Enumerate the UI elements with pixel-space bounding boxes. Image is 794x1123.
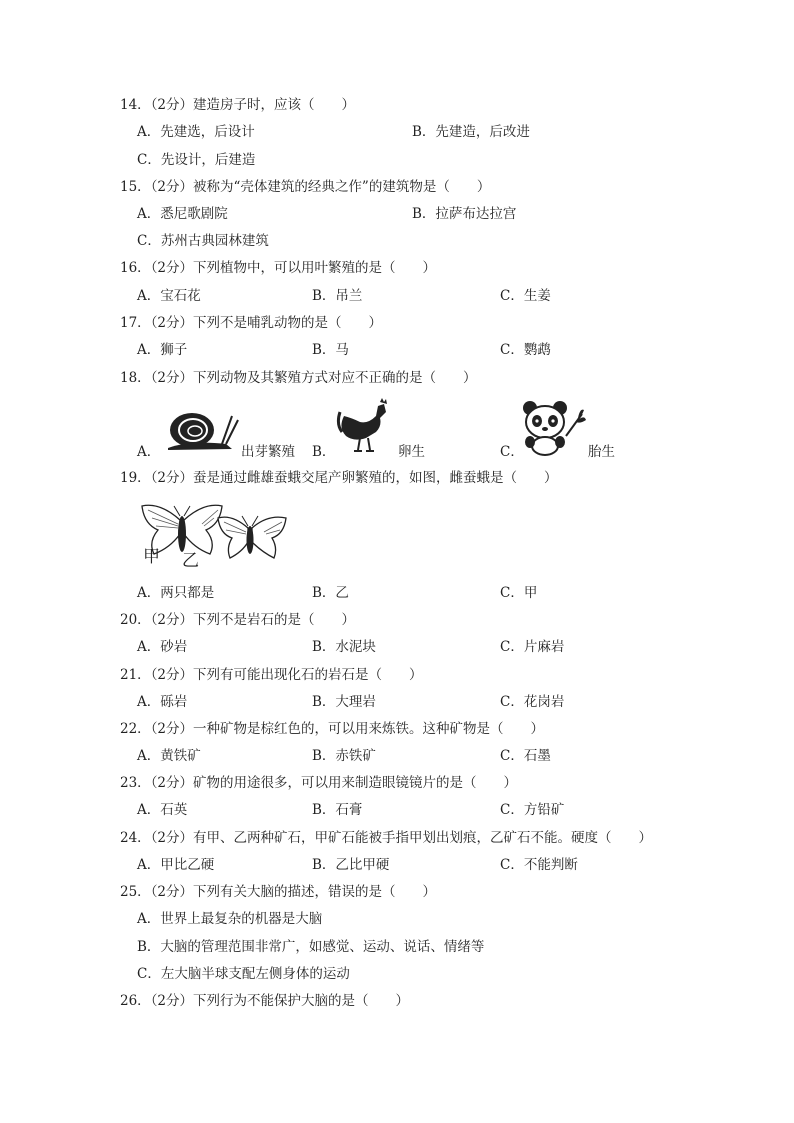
question-22: 22．（2分）一种矿物是棕红色的，可以用来炼铁。这种矿物是（ ）: [120, 721, 545, 737]
question-20: 20．（2分）下列不是岩石的是（ ）: [120, 612, 356, 628]
question-15: 15．（2分）被称为“壳体建筑的经典之作”的建筑物是（ ）: [120, 179, 491, 195]
q18-label-budding: 出芽繁殖: [241, 444, 295, 460]
question-23: 23．（2分）矿物的用途很多，可以用来制造眼镜镜片的是（ ）: [120, 775, 518, 791]
q23-option-c[interactable]: C．方铅矿: [500, 802, 565, 818]
q17-option-a[interactable]: A．狮子: [137, 342, 188, 358]
q21-option-c[interactable]: C．花岗岩: [500, 694, 565, 710]
q16-option-a[interactable]: A．宝石花: [137, 288, 201, 304]
question-16: 16．（2分）下列植物中，可以用叶繁殖的是（ ）: [120, 260, 437, 276]
question-25: 25．（2分）下列有关大脑的描述，错误的是（ ）: [120, 884, 437, 900]
q15-option-a[interactable]: A．悉尼歌剧院: [137, 206, 228, 222]
q25-option-c[interactable]: C．左大脑半球支配左侧身体的运动: [137, 966, 350, 982]
q14-option-a[interactable]: A．先建选，后设计: [137, 124, 255, 140]
q16-option-b[interactable]: B．吊兰: [312, 288, 363, 304]
q20-option-c[interactable]: C．片麻岩: [500, 639, 565, 655]
q24-option-a[interactable]: A．甲比乙硬: [137, 857, 215, 873]
q23-option-a[interactable]: A．石英: [137, 802, 188, 818]
q24-option-b[interactable]: B．乙比甲硬: [312, 857, 390, 873]
q14-option-b[interactable]: B．先建造，后改进: [412, 124, 530, 140]
q24-option-c[interactable]: C．不能判断: [500, 857, 578, 873]
figure-label-jia: 甲: [143, 547, 160, 567]
q22-option-a[interactable]: A．黄铁矿: [137, 748, 201, 764]
figure-label-yi: 乙: [182, 551, 199, 571]
q18-label-viviparous: 胎生: [588, 444, 615, 460]
q19-option-c[interactable]: C．甲: [500, 585, 538, 601]
question-18: 18．（2分）下列动物及其繁殖方式对应不正确的是（ ）: [120, 370, 477, 386]
q25-option-b[interactable]: B．大脑的管理范围非常广，如感觉、运动、说话、情绪等: [137, 939, 485, 955]
question-19: 19．（2分）蚕是通过雌雄蚕蛾交尾产卵繁殖的，如图，雌蚕蛾是（ ）: [120, 470, 558, 486]
q18-option-b[interactable]: B．: [312, 444, 336, 460]
q18-option-c[interactable]: C．: [500, 444, 524, 460]
q21-option-a[interactable]: A．砾岩: [137, 694, 188, 710]
q23-option-b[interactable]: B．石膏: [312, 802, 363, 818]
question-24: 24．（2分）有甲、乙两种矿石，甲矿石能被手指甲划出划痕，乙矿石不能。硬度（ ）: [120, 830, 653, 846]
q18-option-a[interactable]: A．: [137, 444, 161, 460]
q20-option-b[interactable]: B．水泥块: [312, 639, 376, 655]
q21-option-b[interactable]: B．大理岩: [312, 694, 376, 710]
q22-option-c[interactable]: C．石墨: [500, 748, 551, 764]
q19-option-a[interactable]: A．两只都是: [137, 585, 215, 601]
q20-option-a[interactable]: A．砂岩: [137, 639, 188, 655]
silkworm-moths-figure: [140, 500, 290, 572]
q14-option-c[interactable]: C．先设计，后建造: [137, 152, 256, 168]
panda-icon: [522, 400, 590, 456]
question-14: 14．（2分）建造房子时，应该（ ）: [120, 97, 356, 113]
question-26: 26．（2分）下列行为不能保护大脑的是（ ）: [120, 993, 410, 1009]
q22-option-b[interactable]: B．赤铁矿: [312, 748, 376, 764]
q16-option-c[interactable]: C．生姜: [500, 288, 551, 304]
q17-option-b[interactable]: B．马: [312, 342, 349, 358]
q18-label-oviparous: 卵生: [398, 444, 425, 460]
q17-option-c[interactable]: C．鹦鹉: [500, 342, 551, 358]
question-21: 21．（2分）下列有可能出现化石的岩石是（ ）: [120, 667, 423, 683]
question-17: 17．（2分）下列不是哺乳动物的是（ ）: [120, 315, 383, 331]
snail-icon: [160, 404, 240, 454]
q15-option-c[interactable]: C．苏州古典园林建筑: [137, 233, 269, 249]
q19-option-b[interactable]: B．乙: [312, 585, 349, 601]
q25-option-a[interactable]: A．世界上最复杂的机器是大脑: [137, 911, 323, 927]
q15-option-b[interactable]: B．拉萨布达拉宫: [412, 206, 517, 222]
rooster-icon: [336, 398, 398, 454]
